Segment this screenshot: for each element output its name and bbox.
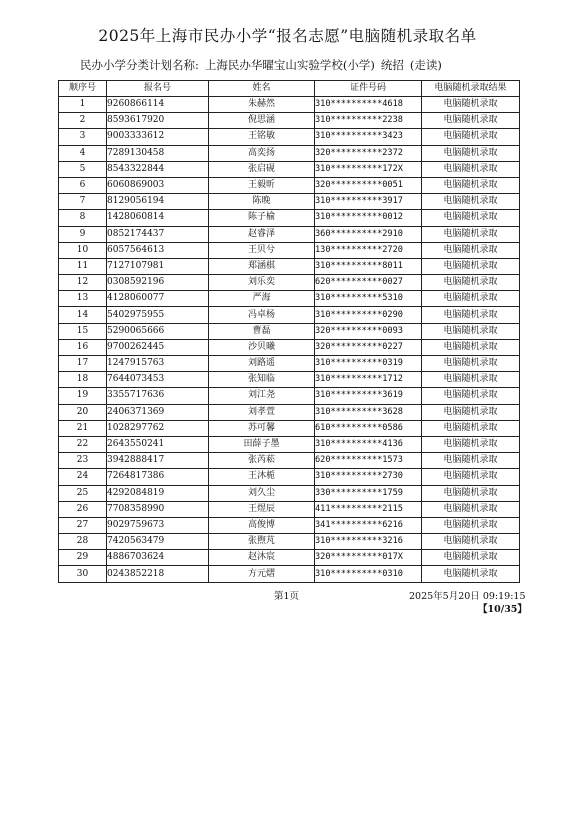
- table-row: [59, 161, 520, 177]
- seq-cell: 20: [59, 404, 107, 420]
- name-cell: 曹磊: [209, 323, 315, 339]
- result-cell: 电脑随机录取: [422, 161, 520, 177]
- name-cell: 张煦芃: [209, 534, 315, 550]
- print-timestamp: 2025年5月20日 09:19:15: [409, 591, 526, 602]
- id-no-cell: 320**********017X: [315, 550, 422, 566]
- name-cell: 冯卓杨: [209, 307, 315, 323]
- reg-no-cell: 2643550241: [107, 436, 209, 452]
- id-no-cell: 310**********3619: [315, 388, 422, 404]
- seq-cell: 4: [59, 145, 107, 161]
- reg-no-cell: 9700262445: [107, 339, 209, 355]
- table-row: [59, 258, 520, 274]
- name-cell: 高奕扬: [209, 145, 315, 161]
- result-cell: 电脑随机录取: [422, 113, 520, 129]
- table-row: [59, 339, 520, 355]
- name-cell: 沙贝曦: [209, 339, 315, 355]
- table-row: [59, 372, 520, 388]
- name-cell: 田薛子墨: [209, 436, 315, 452]
- seq-cell: 5: [59, 161, 107, 177]
- reg-no-cell: 7127107981: [107, 258, 209, 274]
- name-cell: 刘路遥: [209, 356, 315, 372]
- table-row: [59, 517, 520, 533]
- seq-cell: 19: [59, 388, 107, 404]
- result-cell: 电脑随机录取: [422, 469, 520, 485]
- result-cell: 电脑随机录取: [422, 404, 520, 420]
- name-cell: 张启砚: [209, 161, 315, 177]
- id-no-cell: 341**********6216: [315, 517, 422, 533]
- name-cell: 王沐栀: [209, 469, 315, 485]
- id-no-cell: 130**********2720: [315, 242, 422, 258]
- reg-no-cell: 7708358990: [107, 501, 209, 517]
- table-row: [59, 550, 520, 566]
- result-cell: 电脑随机录取: [422, 453, 520, 469]
- result-cell: 电脑随机录取: [422, 275, 520, 291]
- seq-cell: 23: [59, 453, 107, 469]
- table-row: [59, 194, 520, 210]
- plan-mode: (走读): [409, 58, 442, 72]
- seq-cell: 7: [59, 194, 107, 210]
- seq-cell: 11: [59, 258, 107, 274]
- reg-no-cell: 7644073453: [107, 372, 209, 388]
- name-cell: 刘久尘: [209, 485, 315, 501]
- result-cell: 电脑随机录取: [422, 177, 520, 193]
- name-cell: 王铭敏: [209, 129, 315, 145]
- reg-no-cell: 0243852218: [107, 566, 209, 582]
- id-no-cell: 310**********4136: [315, 436, 422, 452]
- name-cell: 张知临: [209, 372, 315, 388]
- name-cell: 王贝兮: [209, 242, 315, 258]
- table-row: [59, 453, 520, 469]
- seq-cell: 28: [59, 534, 107, 550]
- id-no-cell: 320**********0227: [315, 339, 422, 355]
- seq-cell: 15: [59, 323, 107, 339]
- table-row: [59, 436, 520, 452]
- column-header-seq: 顺序号: [59, 81, 107, 97]
- reg-no-cell: 6060869003: [107, 177, 209, 193]
- id-no-cell: 310**********2238: [315, 113, 422, 129]
- reg-no-cell: 9029759673: [107, 517, 209, 533]
- table-row: [59, 356, 520, 372]
- admission-table: [58, 80, 520, 583]
- name-cell: 赵沐宸: [209, 550, 315, 566]
- result-cell: 电脑随机录取: [422, 145, 520, 161]
- reg-no-cell: 9003333612: [107, 129, 209, 145]
- id-no-cell: 310**********3423: [315, 129, 422, 145]
- result-cell: 电脑随机录取: [422, 501, 520, 517]
- name-cell: 苏可馨: [209, 420, 315, 436]
- id-no-cell: 310**********0310: [315, 566, 422, 582]
- result-cell: 电脑随机录取: [422, 210, 520, 226]
- table-row: [59, 307, 520, 323]
- table-row: [59, 177, 520, 193]
- result-cell: 电脑随机录取: [422, 242, 520, 258]
- reg-no-cell: 4128060077: [107, 291, 209, 307]
- seq-cell: 9: [59, 226, 107, 242]
- column-header-name: 姓名: [209, 81, 315, 97]
- id-no-cell: 310**********3216: [315, 534, 422, 550]
- page-count: 【10/35】: [478, 604, 527, 615]
- name-cell: 陈子榆: [209, 210, 315, 226]
- id-no-cell: 330**********1759: [315, 485, 422, 501]
- id-no-cell: 360**********2910: [315, 226, 422, 242]
- table-row: [59, 275, 520, 291]
- table-row: [59, 420, 520, 436]
- name-cell: 王煜辰: [209, 501, 315, 517]
- seq-cell: 1: [59, 97, 107, 113]
- name-cell: 倪思涵: [209, 113, 315, 129]
- reg-no-cell: 1028297762: [107, 420, 209, 436]
- reg-no-cell: 8129056194: [107, 194, 209, 210]
- reg-no-cell: 7420563479: [107, 534, 209, 550]
- reg-no-cell: 8543322844: [107, 161, 209, 177]
- reg-no-cell: 9260866114: [107, 97, 209, 113]
- result-cell: 电脑随机录取: [422, 356, 520, 372]
- seq-cell: 10: [59, 242, 107, 258]
- result-cell: 电脑随机录取: [422, 517, 520, 533]
- name-cell: 张芮菘: [209, 453, 315, 469]
- id-no-cell: 310**********1712: [315, 372, 422, 388]
- table-row: [59, 226, 520, 242]
- column-header-result: 电脑随机录取结果: [422, 81, 520, 97]
- name-cell: 王毅昕: [209, 177, 315, 193]
- id-no-cell: 310**********3628: [315, 404, 422, 420]
- id-no-cell: 620**********0027: [315, 275, 422, 291]
- name-cell: 刘江尧: [209, 388, 315, 404]
- reg-no-cell: 3942888417: [107, 453, 209, 469]
- seq-cell: 27: [59, 517, 107, 533]
- table-row: [59, 534, 520, 550]
- seq-cell: 6: [59, 177, 107, 193]
- table-row: [59, 145, 520, 161]
- reg-no-cell: 1428060814: [107, 210, 209, 226]
- seq-cell: 24: [59, 469, 107, 485]
- reg-no-cell: 1247915763: [107, 356, 209, 372]
- reg-no-cell: 0852174437: [107, 226, 209, 242]
- seq-cell: 22: [59, 436, 107, 452]
- id-no-cell: 310**********0290: [315, 307, 422, 323]
- id-no-cell: 310**********0012: [315, 210, 422, 226]
- result-cell: 电脑随机录取: [422, 291, 520, 307]
- plan-school: 上海民办华曜宝山实验学校(小学): [204, 58, 375, 72]
- seq-cell: 13: [59, 291, 107, 307]
- table-row: [59, 501, 520, 517]
- result-cell: 电脑随机录取: [422, 129, 520, 145]
- table-row: [59, 469, 520, 485]
- seq-cell: 2: [59, 113, 107, 129]
- reg-no-cell: 7264817386: [107, 469, 209, 485]
- table-row: [59, 113, 520, 129]
- table-row: [59, 210, 520, 226]
- id-no-cell: 320**********2372: [315, 145, 422, 161]
- table-row: [59, 485, 520, 501]
- column-header-id-no: 证件号码: [315, 81, 422, 97]
- reg-no-cell: 8593617920: [107, 113, 209, 129]
- plan-subtitle: [80, 57, 448, 73]
- result-cell: 电脑随机录取: [422, 436, 520, 452]
- name-cell: 刘乐奕: [209, 275, 315, 291]
- table-row: [59, 242, 520, 258]
- table-row: [59, 388, 520, 404]
- seq-cell: 3: [59, 129, 107, 145]
- reg-no-cell: 7289130458: [107, 145, 209, 161]
- table-row: [59, 323, 520, 339]
- reg-no-cell: 0308592196: [107, 275, 209, 291]
- id-no-cell: 320**********0093: [315, 323, 422, 339]
- table-row: [59, 291, 520, 307]
- id-no-cell: 310**********5310: [315, 291, 422, 307]
- result-cell: 电脑随机录取: [422, 534, 520, 550]
- result-cell: 电脑随机录取: [422, 307, 520, 323]
- name-cell: 朱赫然: [209, 97, 315, 113]
- table-row: [59, 97, 520, 113]
- seq-cell: 8: [59, 210, 107, 226]
- reg-no-cell: 4292084819: [107, 485, 209, 501]
- id-no-cell: 620**********1573: [315, 453, 422, 469]
- result-cell: 电脑随机录取: [422, 226, 520, 242]
- result-cell: 电脑随机录取: [422, 485, 520, 501]
- seq-cell: 14: [59, 307, 107, 323]
- table-body: [59, 97, 520, 583]
- seq-cell: 17: [59, 356, 107, 372]
- result-cell: 电脑随机录取: [422, 323, 520, 339]
- table-row: [59, 566, 520, 582]
- reg-no-cell: 6057564613: [107, 242, 209, 258]
- seq-cell: 29: [59, 550, 107, 566]
- reg-no-cell: 5290065666: [107, 323, 209, 339]
- column-header-reg-no: 报名号: [107, 81, 209, 97]
- name-cell: 方元熠: [209, 566, 315, 582]
- result-cell: 电脑随机录取: [422, 339, 520, 355]
- plan-prefix: 民办小学分类计划名称:: [80, 58, 199, 72]
- name-cell: 刘孝萱: [209, 404, 315, 420]
- id-no-cell: 310**********8011: [315, 258, 422, 274]
- result-cell: 电脑随机录取: [422, 372, 520, 388]
- name-cell: 严海: [209, 291, 315, 307]
- seq-cell: 25: [59, 485, 107, 501]
- table-header-row: [59, 81, 520, 97]
- seq-cell: 18: [59, 372, 107, 388]
- id-no-cell: 310**********3917: [315, 194, 422, 210]
- result-cell: 电脑随机录取: [422, 420, 520, 436]
- reg-no-cell: 2406371369: [107, 404, 209, 420]
- seq-cell: 12: [59, 275, 107, 291]
- id-no-cell: 411**********2115: [315, 501, 422, 517]
- table-row: [59, 129, 520, 145]
- result-cell: 电脑随机录取: [422, 97, 520, 113]
- result-cell: 电脑随机录取: [422, 194, 520, 210]
- table-row: [59, 404, 520, 420]
- page-title: 2025年上海市民办小学“报名志愿”电脑随机录取名单: [98, 27, 477, 45]
- result-cell: 电脑随机录取: [422, 258, 520, 274]
- result-cell: 电脑随机录取: [422, 550, 520, 566]
- name-cell: 高俊博: [209, 517, 315, 533]
- reg-no-cell: 4886703624: [107, 550, 209, 566]
- result-cell: 电脑随机录取: [422, 388, 520, 404]
- id-no-cell: 310**********4618: [315, 97, 422, 113]
- id-no-cell: 310**********0319: [315, 356, 422, 372]
- plan-type: 统招: [380, 58, 404, 72]
- reg-no-cell: 3355717636: [107, 388, 209, 404]
- seq-cell: 30: [59, 566, 107, 582]
- name-cell: 赵睿泽: [209, 226, 315, 242]
- seq-cell: 26: [59, 501, 107, 517]
- id-no-cell: 610**********0586: [315, 420, 422, 436]
- seq-cell: 16: [59, 339, 107, 355]
- result-cell: 电脑随机录取: [422, 566, 520, 582]
- id-no-cell: 310**********172X: [315, 161, 422, 177]
- reg-no-cell: 5402975955: [107, 307, 209, 323]
- id-no-cell: 320**********0051: [315, 177, 422, 193]
- page-number: 第1页: [274, 591, 300, 602]
- seq-cell: 21: [59, 420, 107, 436]
- name-cell: 郑涵棋: [209, 258, 315, 274]
- name-cell: 陈晚: [209, 194, 315, 210]
- id-no-cell: 310**********2730: [315, 469, 422, 485]
